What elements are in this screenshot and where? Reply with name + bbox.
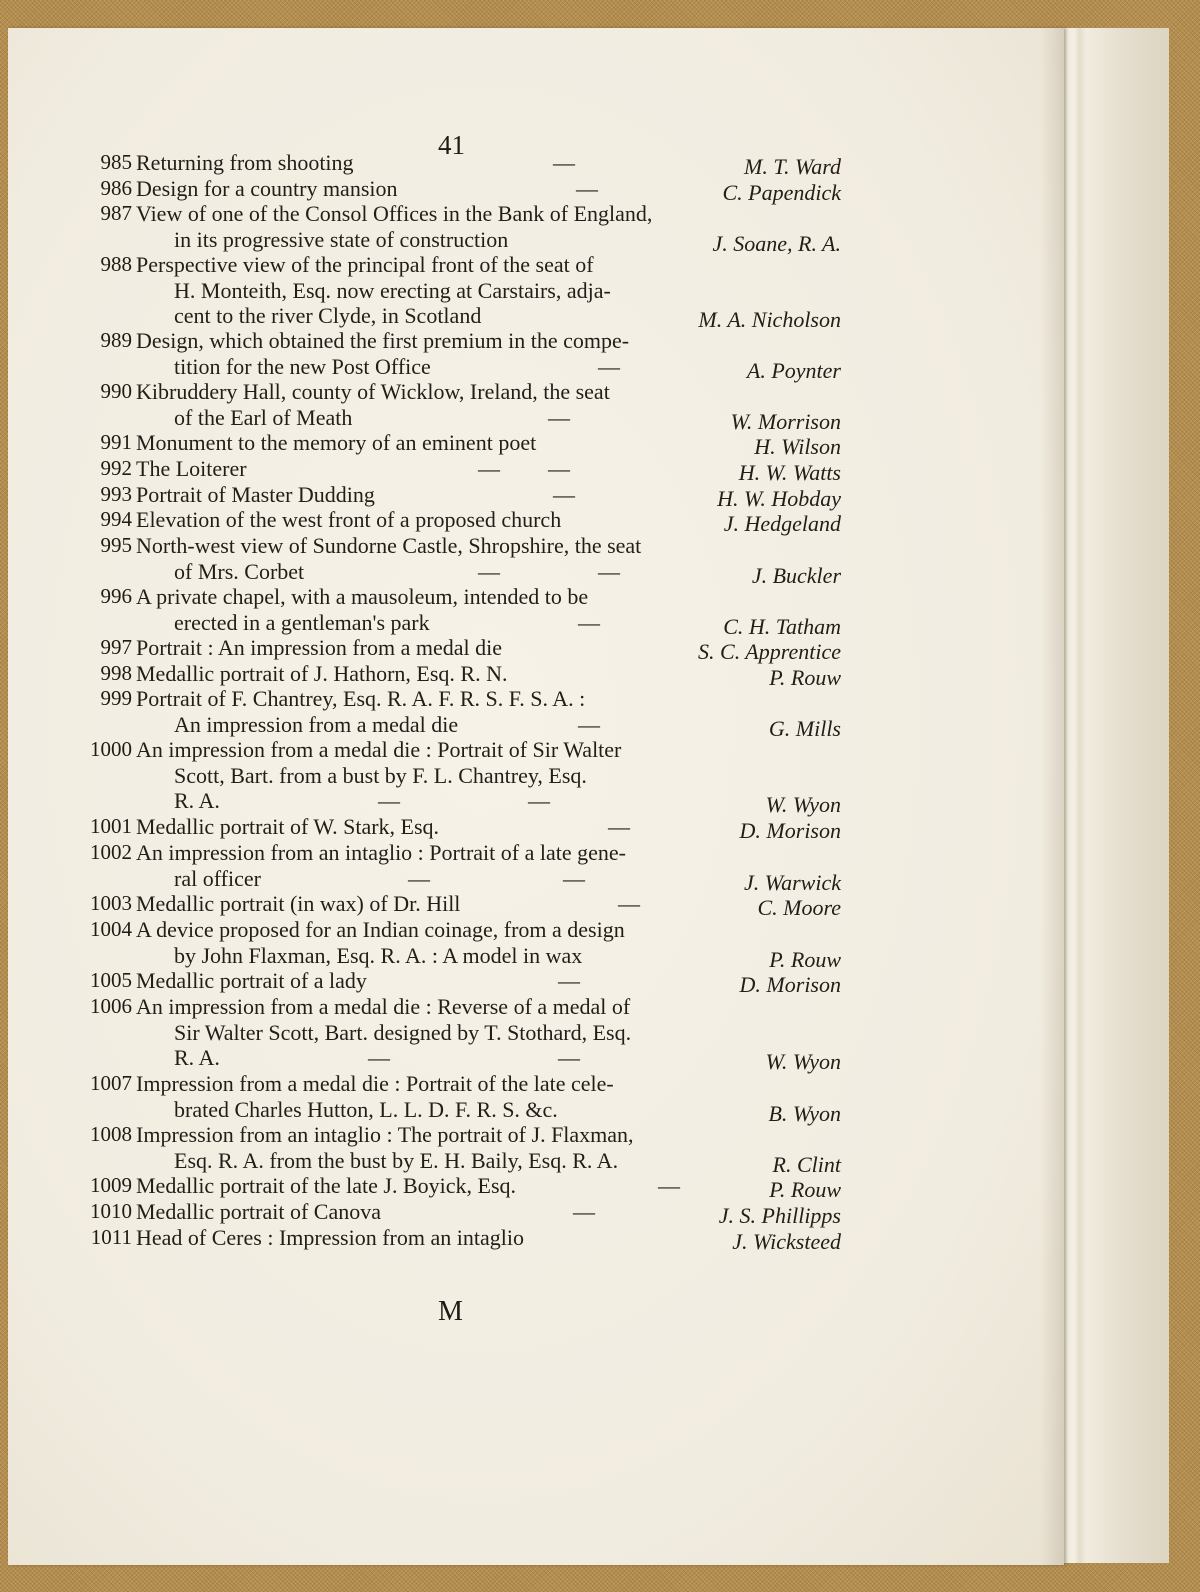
- entry-title: ral officer: [174, 865, 261, 891]
- catalogue-entry: [8, 1071, 1064, 1126]
- artist-name: A. Poynter: [746, 357, 841, 383]
- entry-title: An impression from an intaglio : Portrait of a late gene-: [136, 840, 626, 865]
- entry-title: of the Earl of Meath: [174, 404, 353, 430]
- entry-title: Medallic portrait of J. Hathorn, Esq. R. N.: [136, 661, 508, 686]
- entry-title: erected in a gentleman's park: [174, 609, 430, 635]
- entry-title: brated Charles Hutton, L. L. D. F. R. S. &c.: [174, 1096, 558, 1122]
- entry-line: [8, 661, 1064, 690]
- entry-line: [8, 1020, 1064, 1046]
- leader-dash: —: [608, 814, 630, 839]
- page-number: 41: [438, 130, 465, 160]
- catalogue-entry: [8, 968, 1064, 997]
- entry-title: H. Monteith, Esq. now erecting at Carstairs, adja-: [174, 277, 611, 303]
- entry-line: [8, 763, 1064, 789]
- entry-number: 986: [100, 176, 132, 200]
- catalogue-entry: [8, 1122, 1064, 1177]
- catalogue-entry: [8, 635, 1064, 664]
- catalogue-entry: [8, 1173, 1064, 1202]
- entry-line: [8, 533, 1064, 559]
- leader-dash: —: [558, 968, 580, 993]
- book-page: [8, 28, 1064, 1565]
- entry-title: Portrait of F. Chantrey, Esq. R. A. F. R. S. F. S. A. :: [136, 686, 586, 711]
- entry-number: 993: [100, 482, 132, 506]
- entry-number: 989: [100, 328, 132, 352]
- leader-dash: —: [578, 711, 600, 737]
- entry-title: An impression from a medal die : Reverse of a medal of: [136, 994, 631, 1019]
- entry-number: 1003: [90, 891, 132, 915]
- artist-name: M. T. Ward: [744, 154, 841, 179]
- catalogue-entry: [8, 737, 1064, 817]
- entry-line: [8, 840, 1064, 866]
- catalogue-entry: [8, 661, 1064, 690]
- entry-title: Sir Walter Scott, Bart. designed by T. Stothard, Esq.: [174, 1019, 632, 1045]
- entry-line: [8, 1122, 1064, 1148]
- catalogue-entry: [8, 891, 1064, 920]
- leader-dash: —: [553, 150, 575, 175]
- leader-dash: —: [658, 1173, 680, 1198]
- entry-line: [8, 353, 1064, 383]
- entry-line: [8, 328, 1064, 354]
- entry-number: 1008: [90, 1122, 132, 1146]
- artist-name: H. Wilson: [754, 434, 841, 459]
- entry-title: View of one of the Consol Offices in the Bank of England,: [136, 201, 653, 226]
- entry-title: in its progressive state of construction: [174, 226, 509, 252]
- entry-number: 1000: [90, 737, 132, 761]
- entry-line: [8, 1045, 1064, 1074]
- entry-number: 1010: [90, 1199, 132, 1223]
- leader-dash: —: [528, 788, 550, 813]
- entry-line: [8, 891, 1064, 920]
- artist-name: D. Morison: [739, 818, 841, 843]
- leader-dash: —: [548, 456, 570, 481]
- catalogue-entry: [8, 533, 1064, 588]
- entry-line: [8, 404, 1064, 434]
- artist-name: J. S. Phillipps: [718, 1203, 841, 1228]
- artist-name: W. Wyon: [765, 792, 841, 817]
- entry-title: R. A.: [174, 1045, 220, 1070]
- artist-name: C. H. Tatham: [723, 613, 841, 639]
- artist-name: H. W. Watts: [738, 460, 841, 485]
- entry-title: of Mrs. Corbet: [174, 558, 305, 584]
- entry-title: Medallic portrait (in wax) of Dr. Hill: [136, 891, 461, 916]
- entry-title: Elevation of the west front of a proposed church: [136, 507, 562, 532]
- artist-name: B. Wyon: [768, 1100, 841, 1126]
- entry-line: [8, 201, 1064, 227]
- catalogue-entry: [8, 201, 1064, 256]
- entry-line: [8, 917, 1064, 943]
- entry-number: 994: [100, 507, 132, 531]
- catalogue-entries: [8, 28, 1064, 1565]
- entry-number: 988: [100, 252, 132, 276]
- leader-dash: —: [573, 1199, 595, 1224]
- artist-name: S. C. Apprentice: [698, 639, 841, 664]
- leader-dash: —: [368, 1045, 390, 1070]
- catalogue-entry: [8, 176, 1064, 205]
- entry-title: Medallic portrait of a lady: [136, 968, 367, 993]
- entry-title: tition for the new Post Office: [174, 353, 431, 379]
- entry-number: 999: [100, 686, 132, 710]
- artist-name: R. Clint: [772, 1151, 841, 1177]
- entry-number: 1004: [90, 917, 132, 941]
- entry-number: 987: [100, 201, 132, 225]
- artist-name: W. Wyon: [765, 1049, 841, 1074]
- entry-line: [8, 1225, 1064, 1254]
- catalogue-entry: [8, 456, 1064, 485]
- artist-name: C. Papendick: [722, 180, 841, 205]
- artist-name: M. A. Nicholson: [698, 307, 841, 332]
- entry-number: 1005: [90, 968, 132, 992]
- leader-dash: —: [618, 891, 640, 916]
- entry-number: 1001: [90, 814, 132, 838]
- catalogue-entry: [8, 994, 1064, 1074]
- entry-line: [8, 252, 1064, 278]
- entry-title: Medallic portrait of Canova: [136, 1199, 381, 1224]
- entry-title: Impression from a medal die : Portrait of the late cele-: [136, 1071, 614, 1096]
- entry-line: [8, 1071, 1064, 1097]
- entry-line: [8, 226, 1064, 256]
- artist-name: P. Rouw: [769, 1177, 841, 1202]
- artist-name: J. Hedgeland: [723, 511, 841, 536]
- artist-name: J. Warwick: [744, 869, 841, 895]
- entry-line: [8, 456, 1064, 485]
- leader-dash: —: [576, 176, 598, 201]
- entry-line: [8, 711, 1064, 741]
- leader-dash: —: [478, 456, 500, 481]
- entry-title: Perspective view of the principal front of the seat of: [136, 252, 594, 277]
- entry-title: Design, which obtained the first premium in the compe-: [136, 328, 630, 353]
- leader-dash: —: [558, 1045, 580, 1070]
- entry-title: Medallic portrait of W. Stark, Esq.: [136, 814, 440, 839]
- entry-title: Portrait : An impression from a medal die: [136, 635, 502, 660]
- entry-line: [8, 584, 1064, 610]
- entry-line: [8, 150, 1064, 179]
- leader-dash: —: [553, 482, 575, 507]
- leader-dash: —: [478, 558, 500, 584]
- catalogue-entry: [8, 1225, 1064, 1254]
- entry-number: 1002: [90, 840, 132, 864]
- entry-title: The Loiterer: [136, 456, 247, 481]
- entry-number: 1007: [90, 1071, 132, 1095]
- entry-line: [8, 303, 1064, 332]
- entry-title: A device proposed for an Indian coinage, from a design: [136, 917, 625, 942]
- entry-number: 998: [100, 661, 132, 685]
- entry-number: 990: [100, 379, 132, 403]
- artist-name: J. Soane, R. A.: [712, 230, 841, 256]
- entry-line: [8, 788, 1064, 817]
- entry-number: 991: [100, 430, 132, 454]
- leader-dash: —: [408, 865, 430, 891]
- entry-title: Esq. R. A. from the bust by E. H. Baily, Esq. R. A.: [174, 1147, 619, 1173]
- entry-line: [8, 609, 1064, 639]
- artist-name: G. Mills: [768, 715, 841, 741]
- leader-dash: —: [578, 609, 600, 635]
- entry-line: [8, 507, 1064, 536]
- leader-dash: —: [598, 558, 620, 584]
- artist-name: P. Rouw: [769, 665, 841, 690]
- entry-title: An impression from a medal die : Portrait of Sir Walter: [136, 737, 622, 762]
- entry-number: 1009: [90, 1173, 132, 1197]
- leader-dash: —: [378, 788, 400, 813]
- entry-title: cent to the river Clyde, in Scotland: [174, 303, 482, 328]
- entry-number: 995: [100, 533, 132, 557]
- leader-dash: —: [598, 353, 620, 379]
- artist-name: H. W. Hobday: [717, 486, 841, 511]
- entry-title: Monument to the memory of an eminent poet: [136, 430, 537, 455]
- catalogue-entry: [8, 814, 1064, 843]
- entry-line: [8, 635, 1064, 664]
- artist-name: C. Moore: [757, 895, 841, 920]
- page-edges: [1050, 28, 1169, 1563]
- entry-title: Kibruddery Hall, county of Wicklow, Ireland, the seat: [136, 379, 610, 404]
- catalogue-entry: [8, 430, 1064, 459]
- catalogue-entry: [8, 507, 1064, 536]
- entry-title: Design for a country mansion: [136, 176, 398, 201]
- entry-line: [8, 558, 1064, 588]
- entry-line: [8, 482, 1064, 511]
- leader-dash: —: [548, 404, 570, 430]
- entry-title: R. A.: [174, 788, 220, 813]
- entry-number: 996: [100, 584, 132, 608]
- signature-mark: M: [438, 1296, 463, 1327]
- artist-name: P. Rouw: [769, 946, 841, 972]
- entry-number: 997: [100, 635, 132, 659]
- entry-line: [8, 968, 1064, 997]
- entry-title: North-west view of Sundorne Castle, Shropshire, the seat: [136, 533, 642, 558]
- catalogue-entry: [8, 1199, 1064, 1228]
- entry-line: [8, 1199, 1064, 1228]
- catalogue-entry: [8, 150, 1064, 179]
- entry-line: [8, 176, 1064, 205]
- artist-name: J. Wicksteed: [732, 1229, 841, 1254]
- entry-line: [8, 994, 1064, 1020]
- entry-title: Medallic portrait of the late J. Boyick, Esq.: [136, 1173, 517, 1198]
- catalogue-entry: [8, 686, 1064, 741]
- catalogue-entry: [8, 379, 1064, 434]
- entry-line: [8, 737, 1064, 763]
- entry-title: Returning from shooting: [136, 150, 354, 175]
- entry-title: Portrait of Master Dudding: [136, 482, 375, 507]
- entry-line: [8, 1173, 1064, 1202]
- entry-line: [8, 379, 1064, 405]
- entry-line: [8, 1096, 1064, 1126]
- catalogue-entry: [8, 482, 1064, 511]
- entry-title: by John Flaxman, Esq. R. A. : A model in wax: [174, 942, 583, 968]
- catalogue-entry: [8, 328, 1064, 383]
- entry-line: [8, 430, 1064, 459]
- catalogue-entry: [8, 917, 1064, 972]
- artist-name: D. Morison: [739, 972, 841, 997]
- entry-number: 1011: [90, 1225, 132, 1249]
- entry-line: [8, 686, 1064, 712]
- entry-line: [8, 814, 1064, 843]
- entry-title: An impression from a medal die: [174, 711, 459, 737]
- entry-line: [8, 278, 1064, 304]
- entry-title: Head of Ceres : Impression from an intaglio: [136, 1225, 524, 1250]
- catalogue-entry: [8, 840, 1064, 895]
- catalogue-entry: [8, 584, 1064, 639]
- entry-number: 992: [100, 456, 132, 480]
- entry-line: [8, 942, 1064, 972]
- entry-line: [8, 865, 1064, 895]
- leader-dash: —: [563, 865, 585, 891]
- entry-number: 985: [100, 150, 132, 174]
- entry-title: Impression from an intaglio : The portrait of J. Flaxman,: [136, 1122, 634, 1147]
- artist-name: J. Buckler: [751, 562, 841, 588]
- entry-title: Scott, Bart. from a bust by F. L. Chantrey, Esq.: [174, 762, 587, 788]
- entry-line: [8, 1147, 1064, 1177]
- artist-name: W. Morrison: [730, 408, 841, 434]
- entry-number: 1006: [90, 994, 132, 1018]
- entry-title: A private chapel, with a mausoleum, intended to be: [136, 584, 589, 609]
- catalogue-entry: [8, 252, 1064, 332]
